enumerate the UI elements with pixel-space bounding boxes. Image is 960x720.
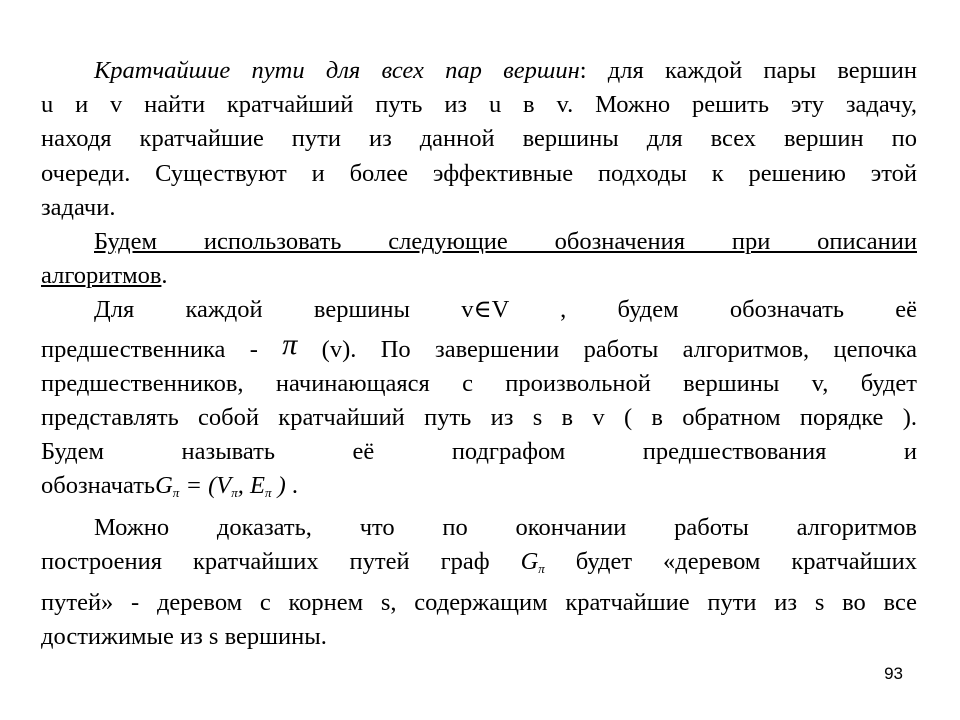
formula-predecessor-subgraph: $G_\pi = (V_\pi$, $E_\pi$ ) — [155, 472, 286, 501]
paragraph-predecessor: Для каждой вершины v∈V , будем обозначать её предшественника - π (v). По завершении работы алгоритмов, цепочка предшественников, начинающаяся с произвольной вершины v, будет представлять собой кратчайший путь из s в v ( в обратном порядке ). Будем называть её подграфом предшествования и обозначатьG$_\pi$ = ($V_\pi$, $E_\pi$ ) . — [41, 296, 918, 501]
paragraph-shortest-path-tree: Можно доказать, что по окончании работы алгоритмов построения кратчайших путей граф $G_\pi$ будет «деревом кратчайших путей» - деревом с корнем s, содержащим кратчайшие пути из s во все достижимые из s вершины. — [41, 513, 918, 651]
pi-symbol: π — [282, 327, 298, 361]
paragraph-notation: Будем использовать следующие обозначения при описании алгоритмов. — [41, 228, 917, 290]
slide-content — [41, 54, 917, 654]
term-all-pairs: Кратчайшие пути для всех пар вершин — [94, 57, 580, 84]
formula-g-pi: $G_\pi$ — [520, 547, 545, 576]
page-number: 93 — [884, 664, 903, 683]
paragraph-all-pairs: Кратчайшие пути для всех пар вершин: для каждой пары вершин u и v найти кратчайший путь из u в v. Можно решить эту задачу, находя кратчайшие пути из данной вершины для всех вершин по очереди. Существуют и более эффективные подходы к решению этой задачи. — [41, 57, 918, 221]
element-of-symbol: ∈ — [473, 296, 492, 324]
